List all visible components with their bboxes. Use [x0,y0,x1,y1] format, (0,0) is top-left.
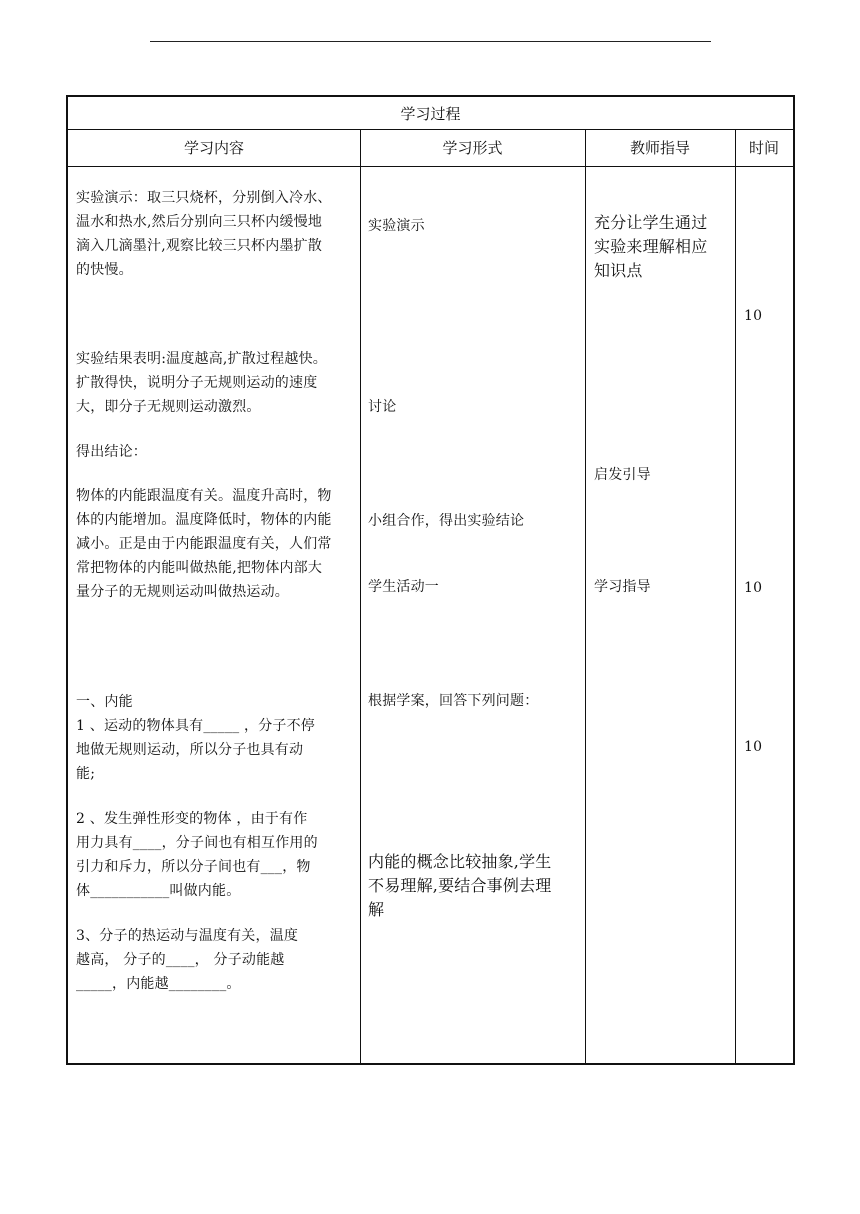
form-discuss: 讨论 [368,399,397,415]
time-1: 10 [744,308,763,324]
form-note: 内能的概念比较抽象,学生 不易理解,要结合事例去理 解 [368,852,552,919]
question-1: 1 、运动的物体具有_____ ，分子不停 地做无规则运动，所以分子也具有动 能; [76,718,316,782]
form-activity: 学生活动一 [368,579,439,595]
section-title: 一、内能 [76,694,133,710]
header-guidance: 教师指导 [629,139,690,157]
conclusion-label: 得出结论： [76,444,147,460]
form-group: 小组合作，得出实验结论 [368,513,525,529]
guide-understand: 充分让学生通过 实验来理解相应 知识点 [594,213,708,280]
time-2: 10 [744,580,763,596]
column-divider-1 [360,129,361,1063]
question-2: 2 、发生弹性形变的物体 ，由于有作 用力具有____，分子间也有相互作用的 引力和斥力，所以分子间也有___，物 体___________叫做内能。 [76,811,318,899]
learning-process-table [66,95,795,1065]
column-divider-3 [735,129,736,1063]
time-3: 10 [744,739,763,755]
table-title: 学习过程 [400,104,461,123]
header-time: 时间 [748,139,779,157]
column-divider-2 [585,129,586,1063]
result-text: 实验结果表明:温度越高,扩散过程越快。 扩散得快，说明分子无规则运动的速度 大，即分子无规则运动激烈。 [76,351,327,415]
question-3: 3、分子的热运动与温度有关，温度 越高， 分子的____， 分子动能越 _____，内能越________。 [76,928,299,992]
header-divider [68,166,793,167]
demo-text: 实验演示：取三只烧杯，分别倒入冷水、 温水和热水,然后分别向三只杯内缓慢地 滴入几滴墨汁,观察比较三只杯内墨扩散 的快慢。 [76,190,332,278]
conclusion-text: 物体的内能跟温度有关。温度升高时，物 体的内能增加。温度降低时，物体的内能 减小。正是由于内能跟温度有关，人们常 常把物体的内能叫做热能,把物体内部大 量分子的无规则运动叫做热运动。 [76,488,332,600]
form-answer: 根据学案，回答下列问题： [368,693,539,709]
header-form: 学习形式 [442,139,503,157]
guide-inspire: 启发引导 [594,467,651,483]
header-rule [150,41,711,42]
guide-learning: 学习指导 [594,579,651,595]
form-demo: 实验演示 [368,218,425,234]
header-content: 学习内容 [183,139,244,157]
